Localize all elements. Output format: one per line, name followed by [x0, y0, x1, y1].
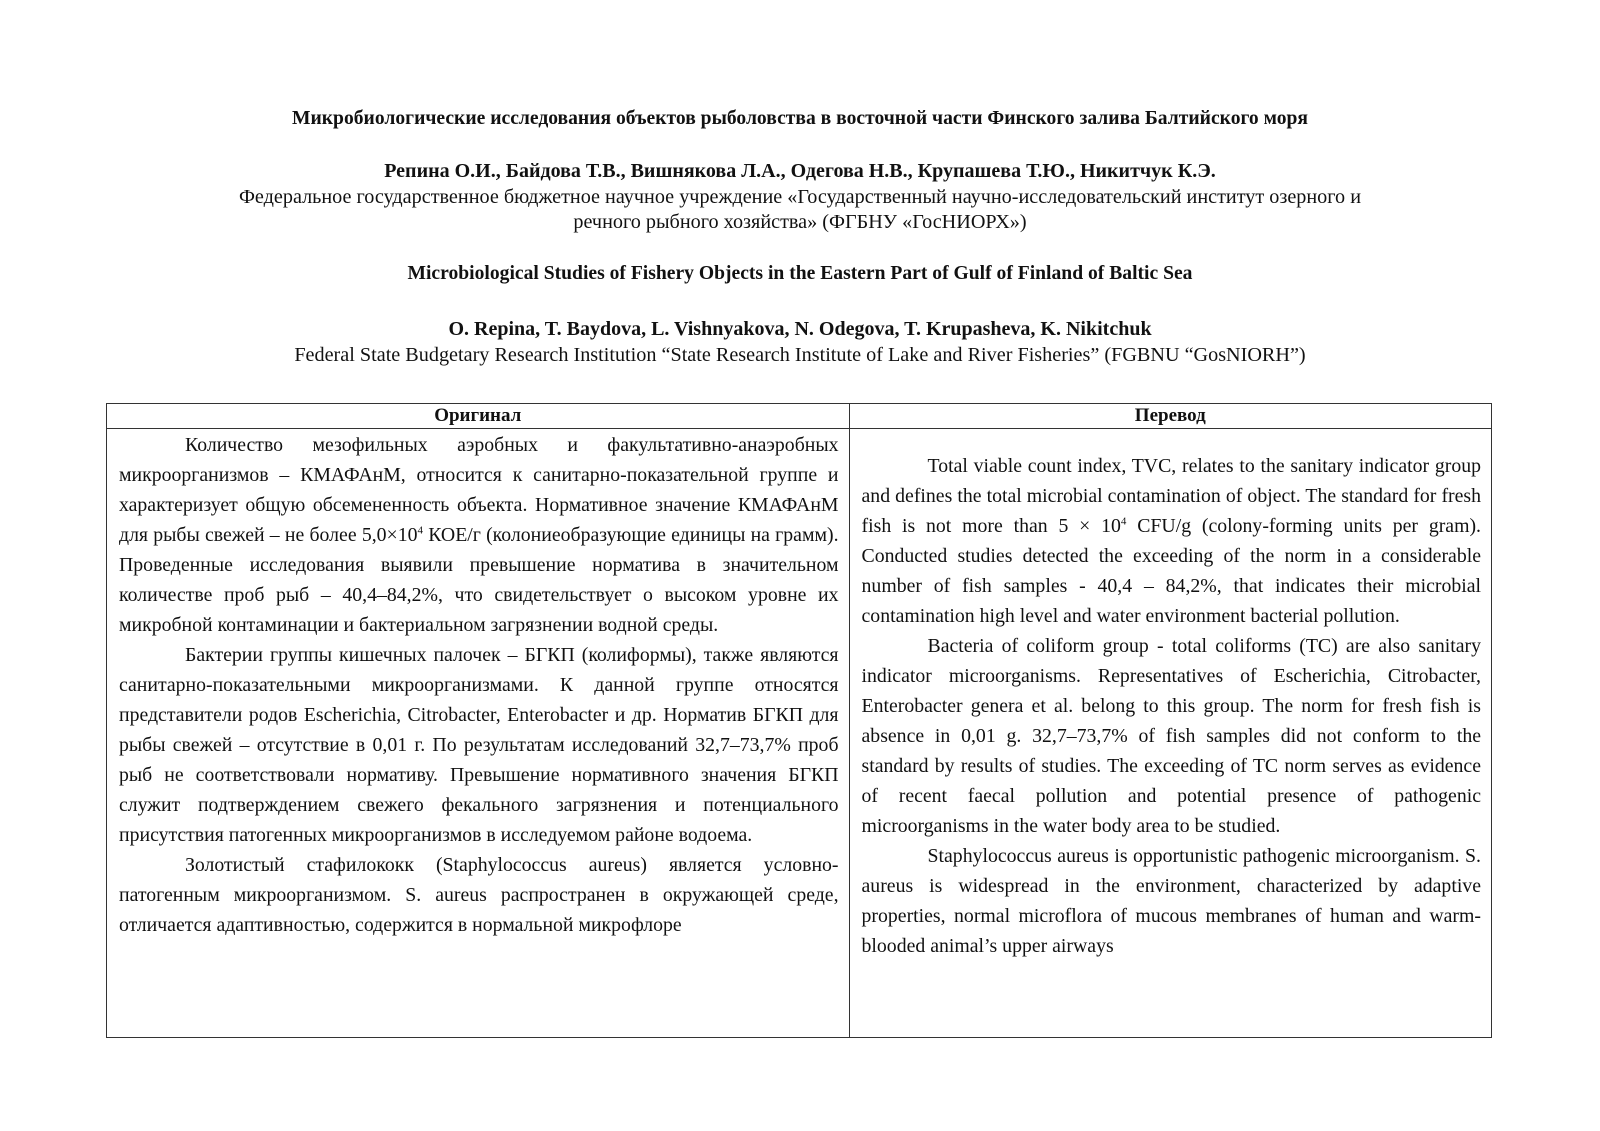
column-header-translation: Перевод: [849, 404, 1491, 429]
original-paragraph-1: [119, 430, 839, 640]
translation-paragraph-1-superscript: 4: [1120, 515, 1127, 528]
table-header-row: [107, 404, 1492, 429]
translation-paragraph-1-text-b: CFU/g (colony-forming units per gram). Conducted studies detected the exceeding of the norm in a considerable number of fish samples - 40,4 – 84,2%, that indicates their microbial contamination high level and water environment bacterial pollution.: [861, 515, 1481, 627]
original-paragraph-2: Бактерии группы кишечных палочек – БГКП (колиформы), также являются санитарно-показательными микроорганизмами. К данной группе относятся представители родов Escherichia, Citrobacter, Enterobacter и др. Норматив БГКП для рыбы свежей – отсутствие в 0,01 г. По результатам исследований 32,7–73,7% проб рыб не соответствовали нормативу. Превышение нормативного значения БГКП служит подтверждением свежего фекального загрязнения и потенциального присутствия патогенных микроорганизмов в исследуемом районе водоема.: [119, 644, 839, 846]
affiliation-english: Federal State Budgetary Research Institution “State Research Institute of Lake and River Fisheries” (FGBNU “GosNIORH”): [294, 344, 1306, 366]
column-header-original: Оригинал: [107, 404, 850, 429]
affiliation-russian-line-2: речного рыбного хозяйства» (ФГБНУ «ГосНИОРХ»): [573, 211, 1027, 233]
title-english: Microbiological Studies of Fishery Objects in the Eastern Part of Gulf of Finland of Baltic Sea: [407, 263, 1193, 284]
translation-paragraph-2: Bacteria of coliform group - total coliforms (TC) are also sanitary indicator microorganisms. Representatives of Escherichia, Citrobacter, Enterobacter genera et al. belong to this group. The norm for fresh fish is absence in 0,01 g. 32,7–73,7% of fish samples did not conform to the standard by results of studies. The exceeding of TC norm serves as evidence of recent faecal pollution and potential presence of pathogenic microorganisms in the water body area to be studied.: [861, 635, 1481, 837]
table-row: [107, 429, 1492, 1038]
title-russian: Микробиологические исследования объектов рыболовства в восточной части Финского залива Балтийского моря: [291, 108, 1308, 129]
original-paragraph-1-text-b: КОЕ/г (колониеобразующие единицы на грамм). Проведенные исследования выявили превышение норматива в значительном количестве проб рыб – 40,4–84,2%, что свидетельствует о высоком уровне их микробной контаминации и бактериальном загрязнении водной среды.: [119, 524, 839, 636]
original-text-cell: [107, 429, 850, 1038]
original-translation-table: [106, 403, 1492, 1038]
translation-paragraph-1-text-a: Total viable count index, TVC, relates to the sanitary indicator group and defines the total microbial contamination of object. The standard for fresh fish is not more than 5 × 10: [861, 455, 1481, 537]
original-paragraph-1-superscript: 4: [417, 524, 423, 537]
affiliation-russian: [0, 185, 1600, 235]
authors-english: O. Repina, T. Baydova, L. Vishnyakova, N. Odegova, T. Krupasheva, K. Nikitchuk: [448, 318, 1152, 340]
affiliation-russian-line-1: Федеральное государственное бюджетное научное учреждение «Государственный научно-исследовательский институт озерного и: [238, 186, 1361, 208]
translation-paragraph-3: Staphylococcus aureus is opportunistic pathogenic microorganism. S. aureus is widespread in the environment, characterized by adaptive properties, normal microflora of mucous membranes of human and warm-blooded animal’s upper airways: [861, 845, 1481, 957]
authors-russian: Репина О.И., Байдова Т.В., Вишнякова Л.А., Одегова Н.В., Крупашева Т.Ю., Никитчук К.Э.: [384, 160, 1216, 182]
original-paragraph-1-text-a: Количество мезофильных аэробных и факультативно-анаэробных микроорганизмов – КМАФАнМ, относится к санитарно-показательной группе и характеризует общую обсемененность объекта. Нормативное значение КМАФАнМ для рыбы свежей – не более 5,0×10: [119, 434, 839, 546]
translation-paragraph-1: [862, 451, 1481, 631]
translation-text-cell: [849, 429, 1491, 1038]
original-paragraph-3: Золотистый стафилококк (Staphylococcus aureus) является условно-патогенным микроорганизмом. S. aureus распространен в окружающей среде, отличается адаптивностью, содержится в нормальной микрофлоре: [119, 854, 839, 936]
